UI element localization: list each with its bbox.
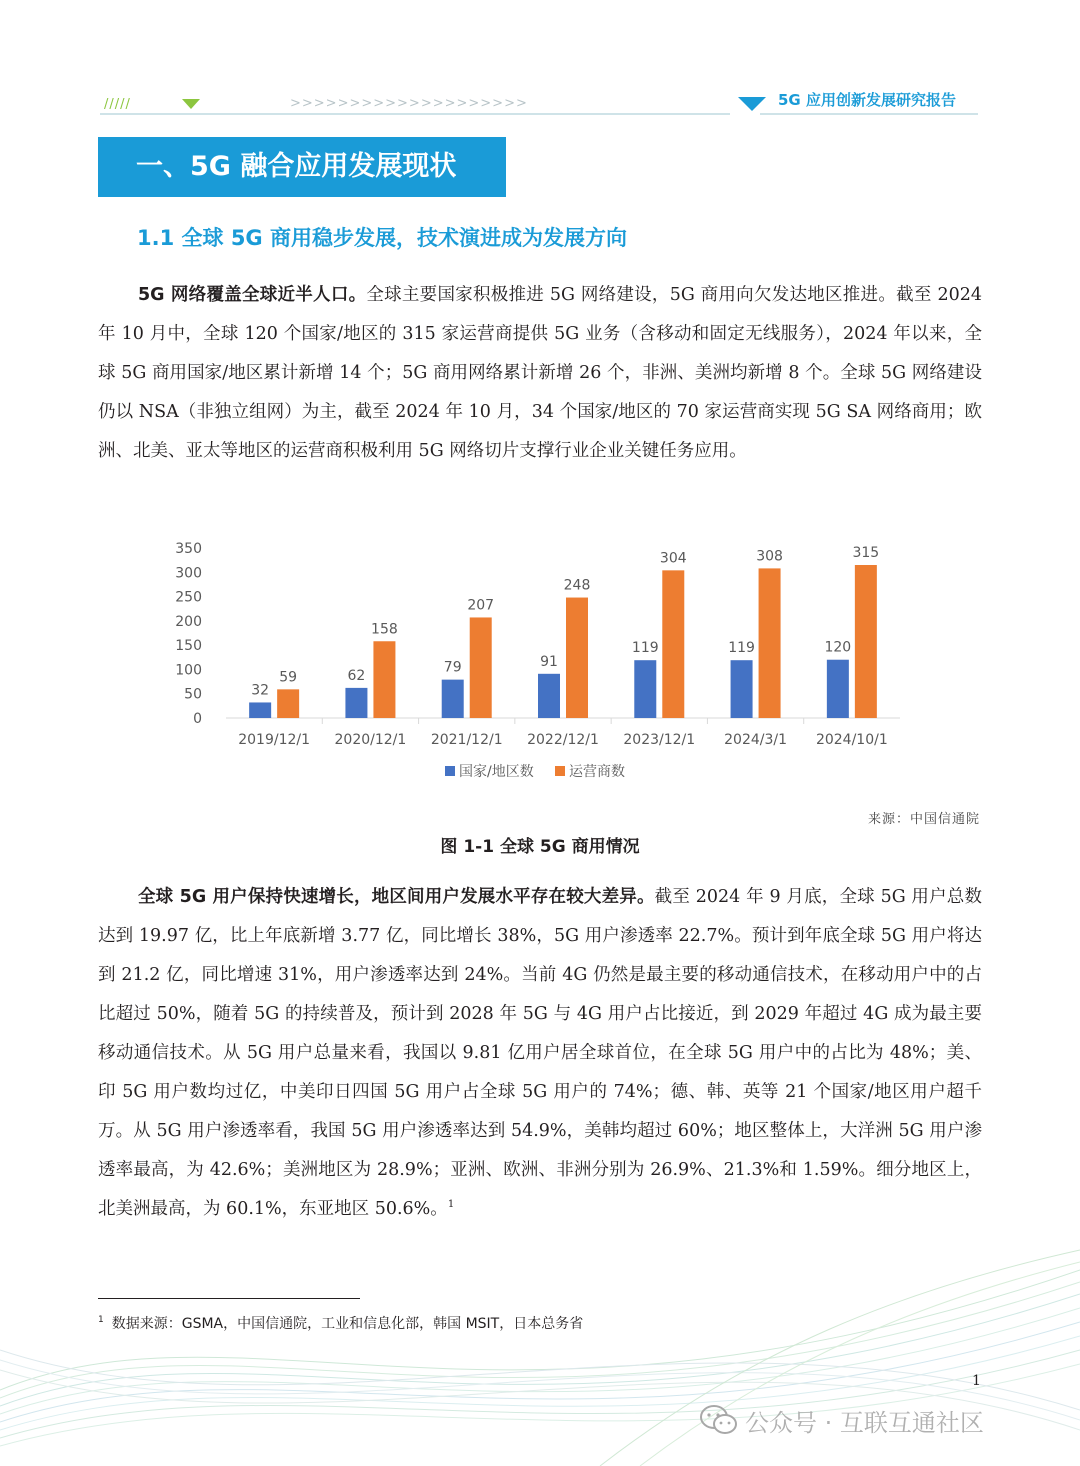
legend-swatch xyxy=(555,766,565,776)
data-label: 304 xyxy=(659,550,687,567)
data-label: 119 xyxy=(728,640,755,657)
header-grey-chevrons: >>>>>>>>>>>>>>>>>>>> xyxy=(290,96,528,111)
header-rule-right xyxy=(760,113,978,115)
paragraph-2-body: 截至 2024 年 9 月底，全球 5G 用户总数达到 19.97 亿，比上年底新增 3.77 亿，同比增长 38%，5G 用户渗透率 22.7%。预计到年底全球 5G 用户将达到 21.2 亿，同比增速 31%，用户渗透率达到 24%。当前 4G 仍然是最主要的移动通信技术，在移动用户中的占比超过 50%，随着 5G 的持续普及，预计到 2028 年 5G 与 4G 用户占比接近，到 2029 年超过 4G 成为最主要移动通信技术。从 5G 用户总量来看，我国以 9.81 亿用户居全球首位，在全球 5G 用户中的占比为 48%；美、印 5G 用户数均过亿，中美印日四国 5G 用户占全球 5G 用户的 74%；德、韩、英等 21 个国家/地区用户超千万。从 5G 用户渗透率看，我国 5G 用户渗透率达到 54.9%，美韩均超过 60%；地区整体上，大洋洲 5G 用户渗透率最高，为 42.6%；美洲地区为 28.9%；亚洲、欧洲、非洲分别为 26.9%、21.3%和 1.59%。细分地区上，北美洲最高，为 60.1%，东亚地区 50.6%。 xyxy=(98,887,982,1219)
bar-country xyxy=(249,702,271,718)
data-label: 79 xyxy=(443,659,462,676)
header-rule-left xyxy=(100,113,730,115)
watermark-text: 公众号 · 互联互通社区 xyxy=(745,1409,984,1437)
bar-country xyxy=(442,680,464,718)
data-label: 248 xyxy=(563,577,591,594)
data-label: 91 xyxy=(540,653,558,670)
bar-operator xyxy=(566,598,588,718)
footnote-number: 1 xyxy=(98,1315,104,1326)
footnote-rule xyxy=(98,1298,360,1299)
header-green-triangle-icon xyxy=(182,99,200,109)
bar-operator xyxy=(373,641,395,718)
legend-label: 运营商数 xyxy=(569,764,625,780)
bar-country xyxy=(731,660,753,718)
x-tick-label: 2019/12/1 xyxy=(238,732,311,748)
y-tick-label: 300 xyxy=(175,565,202,582)
footnote-reference[interactable]: 1 xyxy=(447,1199,455,1211)
footnote xyxy=(98,1313,583,1333)
paragraph-2 xyxy=(98,878,982,1229)
footnote-text: 数据来源：GSMA，中国信通院，工业和信息化部，韩国 MSIT，日本总务省 xyxy=(111,1316,584,1332)
header-green-stripes: ///// xyxy=(104,97,131,112)
bar-operator xyxy=(855,565,877,718)
y-tick-label: 350 xyxy=(175,541,202,557)
data-label: 308 xyxy=(756,548,783,565)
y-tick-label: 100 xyxy=(175,662,202,679)
bar-country xyxy=(827,660,849,718)
legend-swatch xyxy=(445,766,455,776)
paragraph-1-lead: 5G 网络覆盖全球近半人口。 xyxy=(138,285,367,305)
bar-country xyxy=(538,674,560,718)
bar-operator xyxy=(759,568,781,718)
bar-country xyxy=(345,688,367,718)
x-tick-label: 2021/12/1 xyxy=(430,732,503,748)
data-label: 120 xyxy=(824,639,852,656)
x-tick-label: 2023/12/1 xyxy=(623,732,696,748)
bar-operator xyxy=(662,570,684,718)
data-label: 59 xyxy=(279,669,298,686)
y-tick-label: 250 xyxy=(175,589,202,606)
subsection-heading: 1.1 全球 5G 商用稳步发展，技术演进成为发展方向 xyxy=(137,226,627,250)
bar-operator xyxy=(277,689,299,718)
page-number: 1 xyxy=(972,1373,981,1389)
data-label: 207 xyxy=(467,597,495,614)
bar-operator xyxy=(470,617,492,718)
header-blue-triangle-icon xyxy=(738,97,766,111)
y-tick-label: 150 xyxy=(175,638,202,655)
report-title: 5G 应用创新发展研究报告 xyxy=(778,91,956,109)
x-tick-label: 2024/3/1 xyxy=(724,732,788,748)
legend-label: 国家/地区数 xyxy=(459,764,534,780)
y-tick-label: 200 xyxy=(175,613,202,630)
data-label: 62 xyxy=(347,667,366,684)
data-label: 315 xyxy=(852,545,880,561)
paragraph-1-body: 全球主要国家积极推进 5G 网络建设，5G 商用向欠发达地区推进。截至 2024 年 10 月中，全球 120 个国家/地区的 315 家运营商提供 5G 业务（含移动和固定无线服务），2024 年以来，全球 5G 商用国家/地区累计新增 14 个；5G 商用网络累计新增 26 个，非洲、美洲均新增 8 个。全球 5G 网络建设仍以 NSA（非独立组网）为主，截至 2024 年 10 月，34 个国家/地区的 70 家运营商实现 5G SA 网络商用；欧洲、北美、亚太等地区的运营商积极利用 5G 网络切片支撑行业企业关键任务应用。 xyxy=(98,285,983,461)
wechat-icon xyxy=(700,1404,738,1436)
x-tick-label: 2020/12/1 xyxy=(334,732,407,748)
x-tick-label: 2022/12/1 xyxy=(527,732,599,748)
figure-caption: 图 1-1 全球 5G 商用情况 xyxy=(440,837,640,857)
x-tick-label: 2024/10/1 xyxy=(815,732,888,748)
data-label: 158 xyxy=(371,621,398,638)
figure-source: 来源：中国信通院 xyxy=(867,812,980,827)
bar-chart xyxy=(160,530,920,800)
paragraph-2-lead: 全球 5G 用户保持快速增长，地区间用户发展水平存在较大差异。 xyxy=(138,887,655,907)
data-label: 119 xyxy=(631,640,659,657)
data-label: 32 xyxy=(251,682,270,699)
section-heading: 一、5G 融合应用发展现状 xyxy=(98,137,506,197)
bar-country xyxy=(634,660,656,718)
paragraph-1 xyxy=(98,276,982,471)
y-tick-label: 50 xyxy=(184,686,202,703)
y-tick-label: 0 xyxy=(193,711,202,727)
